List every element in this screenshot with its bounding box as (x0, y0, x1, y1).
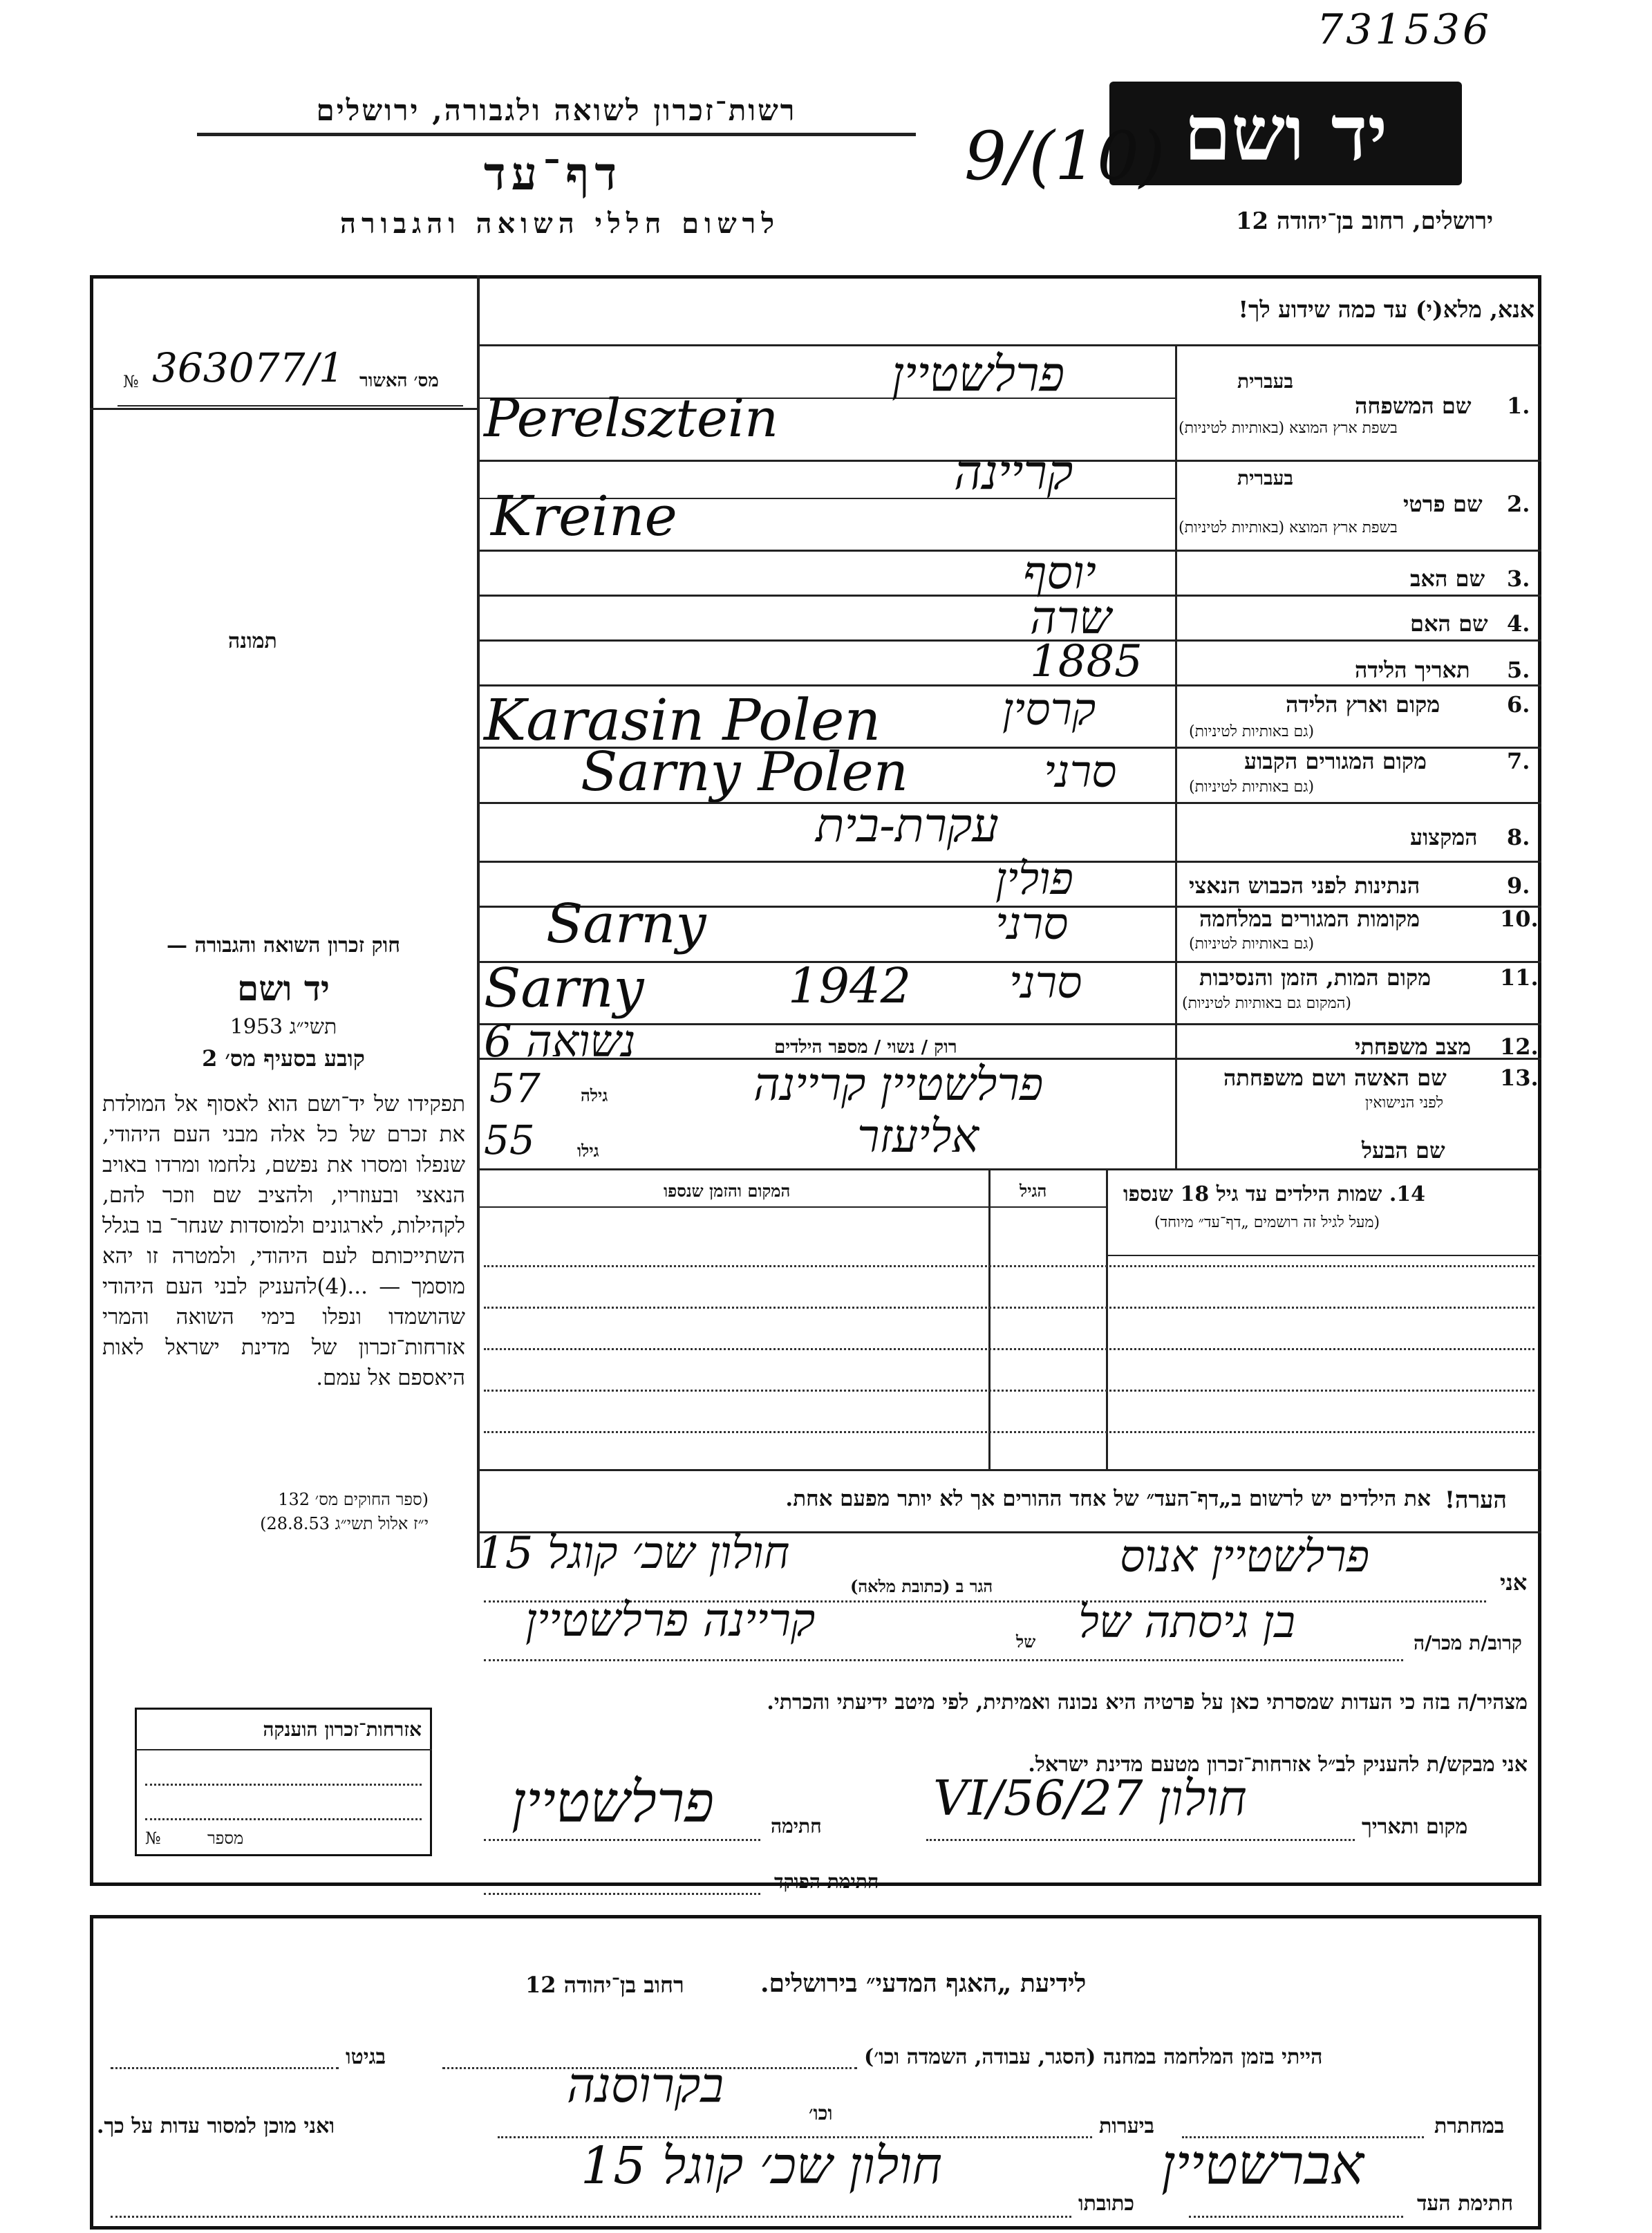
field-8-label: המקצוע (1410, 824, 1478, 850)
children-bottom-line (477, 1469, 1541, 1471)
declaration-text: מצהיר/ה בזה כי העדות שמסרתי כאן על פרטיה היא נכונה ואמיתית, לפי מיטב ידיעתי והכרתי. (767, 1690, 1528, 1715)
signature-label: חתימה (771, 1815, 822, 1838)
hebrew-tag: בעברית (1237, 467, 1294, 489)
field-2-sub: בשפת ארץ המוצא (באותיות לטיניות) (1179, 519, 1398, 536)
field-7-hebrew-value: סרני (1044, 747, 1117, 798)
field-12-value: נשואה 6 (484, 1016, 636, 1067)
children-col-age: הגיל (1020, 1181, 1047, 1201)
field-4-label: שם האם (1410, 610, 1488, 637)
address-line (111, 2216, 1071, 2218)
signature-line (484, 1839, 760, 1841)
note-label: הערה! (1445, 1486, 1507, 1514)
field-9-value: פולין (995, 854, 1073, 905)
hebrew-tag: בעברית (1237, 370, 1294, 393)
field-7-label: מקום המגורים הקבוע (1244, 748, 1427, 774)
etc-value: בקרוסנה (567, 2057, 724, 2113)
husband-age-value: 55 (484, 1116, 535, 1164)
citizenship-line (145, 1818, 422, 1820)
field-11-sub: (המקום גם באותיות לטיניות) (1182, 995, 1351, 1012)
field-5-number: 5. (1507, 657, 1530, 683)
husband-value: אליעזר (857, 1110, 979, 1163)
approval-no-sign: № (123, 372, 139, 391)
authority-title: רשות־זכרון לשואה ולגבורה, ירושלים (316, 93, 797, 127)
field-10-number: 10. (1500, 906, 1539, 932)
field-9-number: 9. (1507, 872, 1530, 899)
field-10-label: מקומות המגורים במלחמה (1199, 906, 1420, 932)
approval-underline (118, 405, 463, 407)
field-12-label: מצב משפחתי (1355, 1034, 1472, 1060)
field-12-number: 12. (1500, 1034, 1539, 1060)
note-text: את הילדים יש לרשום ב„דף־העד״ של אחד ההורים אך לא יותר מפעם אחת. (785, 1486, 1431, 1511)
field-6-hebrew-value: קרסין (1002, 684, 1096, 736)
citizenship-no-sign: № (145, 1829, 161, 1848)
officer-label: חתימת הפוקד (774, 1870, 879, 1893)
request-text: אני מבקש/ת להעניק לב״ל אזרחות־זכרון מטעם מדינת ישראל. (1028, 1753, 1528, 1777)
field-1-label: שם המשפחה (1355, 393, 1472, 419)
citizenship-title: אזרחות־זכרון הוענקה (263, 1718, 422, 1741)
field-2-latin-value: Kreine (491, 484, 677, 548)
etc-label: וכו׳ (809, 2102, 833, 2124)
row-line (477, 1168, 1541, 1170)
field-1-sub: בשפת ארץ המוצא (באותיות לטיניות) (1179, 420, 1398, 437)
wife-age-label: גילה (581, 1085, 608, 1105)
field-6-number: 6. (1507, 691, 1530, 718)
field-10-sub: (גם באותיות לטיניות) (1189, 935, 1315, 953)
field-12-options: רוק / נשוי / מספר הילדים (774, 1037, 957, 1058)
children-label: 14. שמות הילדים עד גיל 18 שנספו (1123, 1182, 1426, 1206)
signature-value: פרלשטיין (511, 1770, 715, 1835)
relation-line (484, 1659, 1403, 1661)
law-heading: חוק זכרון השואה והגבורה — (167, 933, 400, 957)
field-6-sub: (גם באותיות לטיניות) (1189, 723, 1315, 740)
field-2-hebrew-value: קריינה (954, 444, 1073, 501)
children-col-divider (988, 1168, 991, 1469)
field-8-number: 8. (1507, 824, 1530, 850)
law-ref-2: י״ז אלול תשי״ג 28.8.53) (260, 1514, 429, 1533)
husband-age-label: גילו (577, 1141, 599, 1161)
field-1-number: 1. (1507, 393, 1530, 419)
relation-value: בן גיסתה של (1078, 1597, 1295, 1648)
approval-label: מס׳ האשור (359, 371, 439, 391)
page-title: דף־עד (483, 147, 623, 200)
office-stamp: 9/(10) (964, 118, 1165, 195)
children-row (484, 1307, 1534, 1309)
place-date-line (926, 1839, 1355, 1841)
field-11-hebrew-value: סרני (1009, 957, 1082, 1009)
field-3-number: 3. (1507, 566, 1530, 592)
ghetto-label: בגיטו (346, 2045, 386, 2069)
children-header-line (477, 1206, 1106, 1208)
field-10-latin-value: Sarny (546, 893, 706, 955)
relation-label: קרוב/ת מכר/ה (1414, 1632, 1522, 1654)
footer-line-1: הייתי בזמן המלחמה במחנה (הסגר, עבודה, השמדה וכו׳) (864, 2045, 1323, 2069)
children-row (484, 1265, 1534, 1267)
declarant-i-label: אני (1500, 1569, 1528, 1596)
field-13-label: שם האשה ושם משפחתה (1223, 1065, 1447, 1091)
law-ref-1: (ספר החוקים מס׳ 132 (278, 1490, 429, 1509)
field-4-number: 4. (1507, 610, 1530, 637)
children-row (484, 1431, 1534, 1433)
field-13-number: 13. (1500, 1065, 1539, 1091)
law-year: תשי״ג 1953 (229, 1015, 337, 1039)
instruction-text: אנא, מלא(י) עד כמה שידוע לך! (1238, 296, 1534, 323)
field-11-number: 11. (1500, 964, 1539, 991)
row-line (477, 595, 1541, 597)
left-column-divider (477, 275, 480, 1568)
wife-age-value: 57 (489, 1065, 541, 1112)
row-line (477, 1023, 1541, 1025)
footer-address: רחוב בן־יהודה 12 (525, 1972, 684, 1998)
citizenship-number-label: מספר (207, 1829, 244, 1848)
field-7-latin-value: Sarny Polen (581, 741, 908, 803)
of-label: של (1016, 1632, 1036, 1652)
authority-underline (197, 133, 916, 136)
logo-text: יד ושם (1183, 88, 1388, 178)
field-10-hebrew-value: סרני (995, 899, 1069, 950)
place-date-label: מקום ותאריך (1362, 1815, 1468, 1839)
archive-number: 731536 (1317, 6, 1492, 54)
field-11-label: מקום המות, הזמן והנסיבות (1199, 964, 1432, 991)
witness-line (1189, 2216, 1403, 2218)
field-5-label: תאריך הלידה (1355, 657, 1470, 683)
resides-label: הגר ב (כתובת מלאה) (850, 1576, 993, 1596)
witness-label: חתימת העד (1417, 2192, 1514, 2216)
field-7-sub: (גם באותיות לטיניות) (1189, 778, 1315, 796)
citizenship-box-divider (135, 1749, 432, 1750)
underground-label: במחתרת (1434, 2114, 1505, 2138)
field-13-value: פרלשטיין קריינה (753, 1058, 1044, 1111)
header-address: ירושלים, רחוב בן־יהודה 12 (1235, 207, 1493, 235)
citizenship-line (145, 1784, 422, 1786)
field-8-value: עקרת-בית (816, 798, 999, 853)
declarant-address: חולון שכ׳ קוגל 15 (477, 1528, 790, 1579)
law-logo: יד ושם (237, 968, 330, 1009)
children-sub: (מעל לגיל זה רושמים „דף־עד״ מיוחד) (1154, 1214, 1380, 1231)
page-subtitle: לרשום חללי השואה והגבורה (339, 207, 780, 240)
approval-number: 363077/1 (152, 344, 344, 391)
field-13-sub: לפני הנישואין (1365, 1094, 1444, 1112)
children-row (484, 1390, 1534, 1392)
children-header-line (1106, 1255, 1541, 1256)
field-1-latin-value: Perelsztein (484, 387, 779, 449)
field-2-label: שם פרטי (1403, 491, 1483, 517)
approval-divider (90, 408, 477, 410)
children-col-place: המקום והזמן שנספו (664, 1181, 791, 1201)
field-3-value: יוסף (1023, 546, 1096, 599)
husband-label: שם הבעל (1362, 1137, 1445, 1164)
field-6-latin-value: Karasin Polen (484, 688, 881, 754)
field-11-latin-value: Sarny (484, 957, 644, 1020)
relation-subject: קריינה פרלשטיין (525, 1594, 816, 1647)
children-row (484, 1348, 1534, 1350)
address-label: כתובתו (1078, 2192, 1135, 2216)
forests-label: ביערות (1099, 2114, 1155, 2138)
field-6-label: מקום וארץ הלידה (1286, 691, 1440, 718)
field-5-value: 1885 (1030, 636, 1143, 687)
field-9-label: הנתינות לפני הכבוש הנאצי (1189, 872, 1420, 899)
ghetto-line (111, 2067, 339, 2069)
place-date-value: חולון 27/VI/56 (933, 1770, 1247, 1826)
field-4-value: שרה (1030, 591, 1111, 644)
row-line (477, 639, 1541, 642)
declarant-name: פרלשטיין אנוס (1120, 1531, 1370, 1582)
officer-line (484, 1893, 760, 1895)
photo-label: תמונה (228, 629, 277, 653)
row-line (477, 550, 1541, 552)
law-body: תפקידו של יד־ושם הוא לאסוף אל המולדת את זכרם של כל אלה מבני העם היהודי, שנפלו ומסרו את נפשם, נלחמו ומרדו באויב הנאצי ובעוזריו, ולהציב שם וזכר להם, לקהילות, לארגונים ולמוסדות שנחר־ בו בגלל השתייכותם לעם היהודי, ולמטרה זו יהא מוסמך — ...(4)להעניק לבני העם היהודי שהושמדו ונפלו בימי השואה והמרי אזרחות־זכרון של מדינת ישראל לאות היאספם אל עמם. (102, 1092, 465, 1390)
ready-label: ואני מוכן למסור עדות על כך. (97, 2114, 335, 2138)
field-2-number: 2. (1507, 491, 1530, 517)
law-clause: קובע בסעיף מס׳ 2 (202, 1045, 365, 1072)
field-3-label: שם האב (1410, 566, 1485, 592)
label-column-divider (1175, 346, 1177, 1168)
footer-title: לידיעת „האגף המדעי״ בירושלים. (760, 1969, 1087, 1998)
witness-address-value: חולון שכ׳ קוגל 15 (581, 2136, 943, 2196)
field-7-number: 7. (1507, 748, 1530, 774)
field-1-hebrew-value: פרלשטיין (892, 346, 1065, 402)
children-col-divider (1106, 1168, 1108, 1469)
witness-value: אברשטיין (1161, 2133, 1364, 2197)
field-11-year: 1942 (788, 957, 912, 1014)
